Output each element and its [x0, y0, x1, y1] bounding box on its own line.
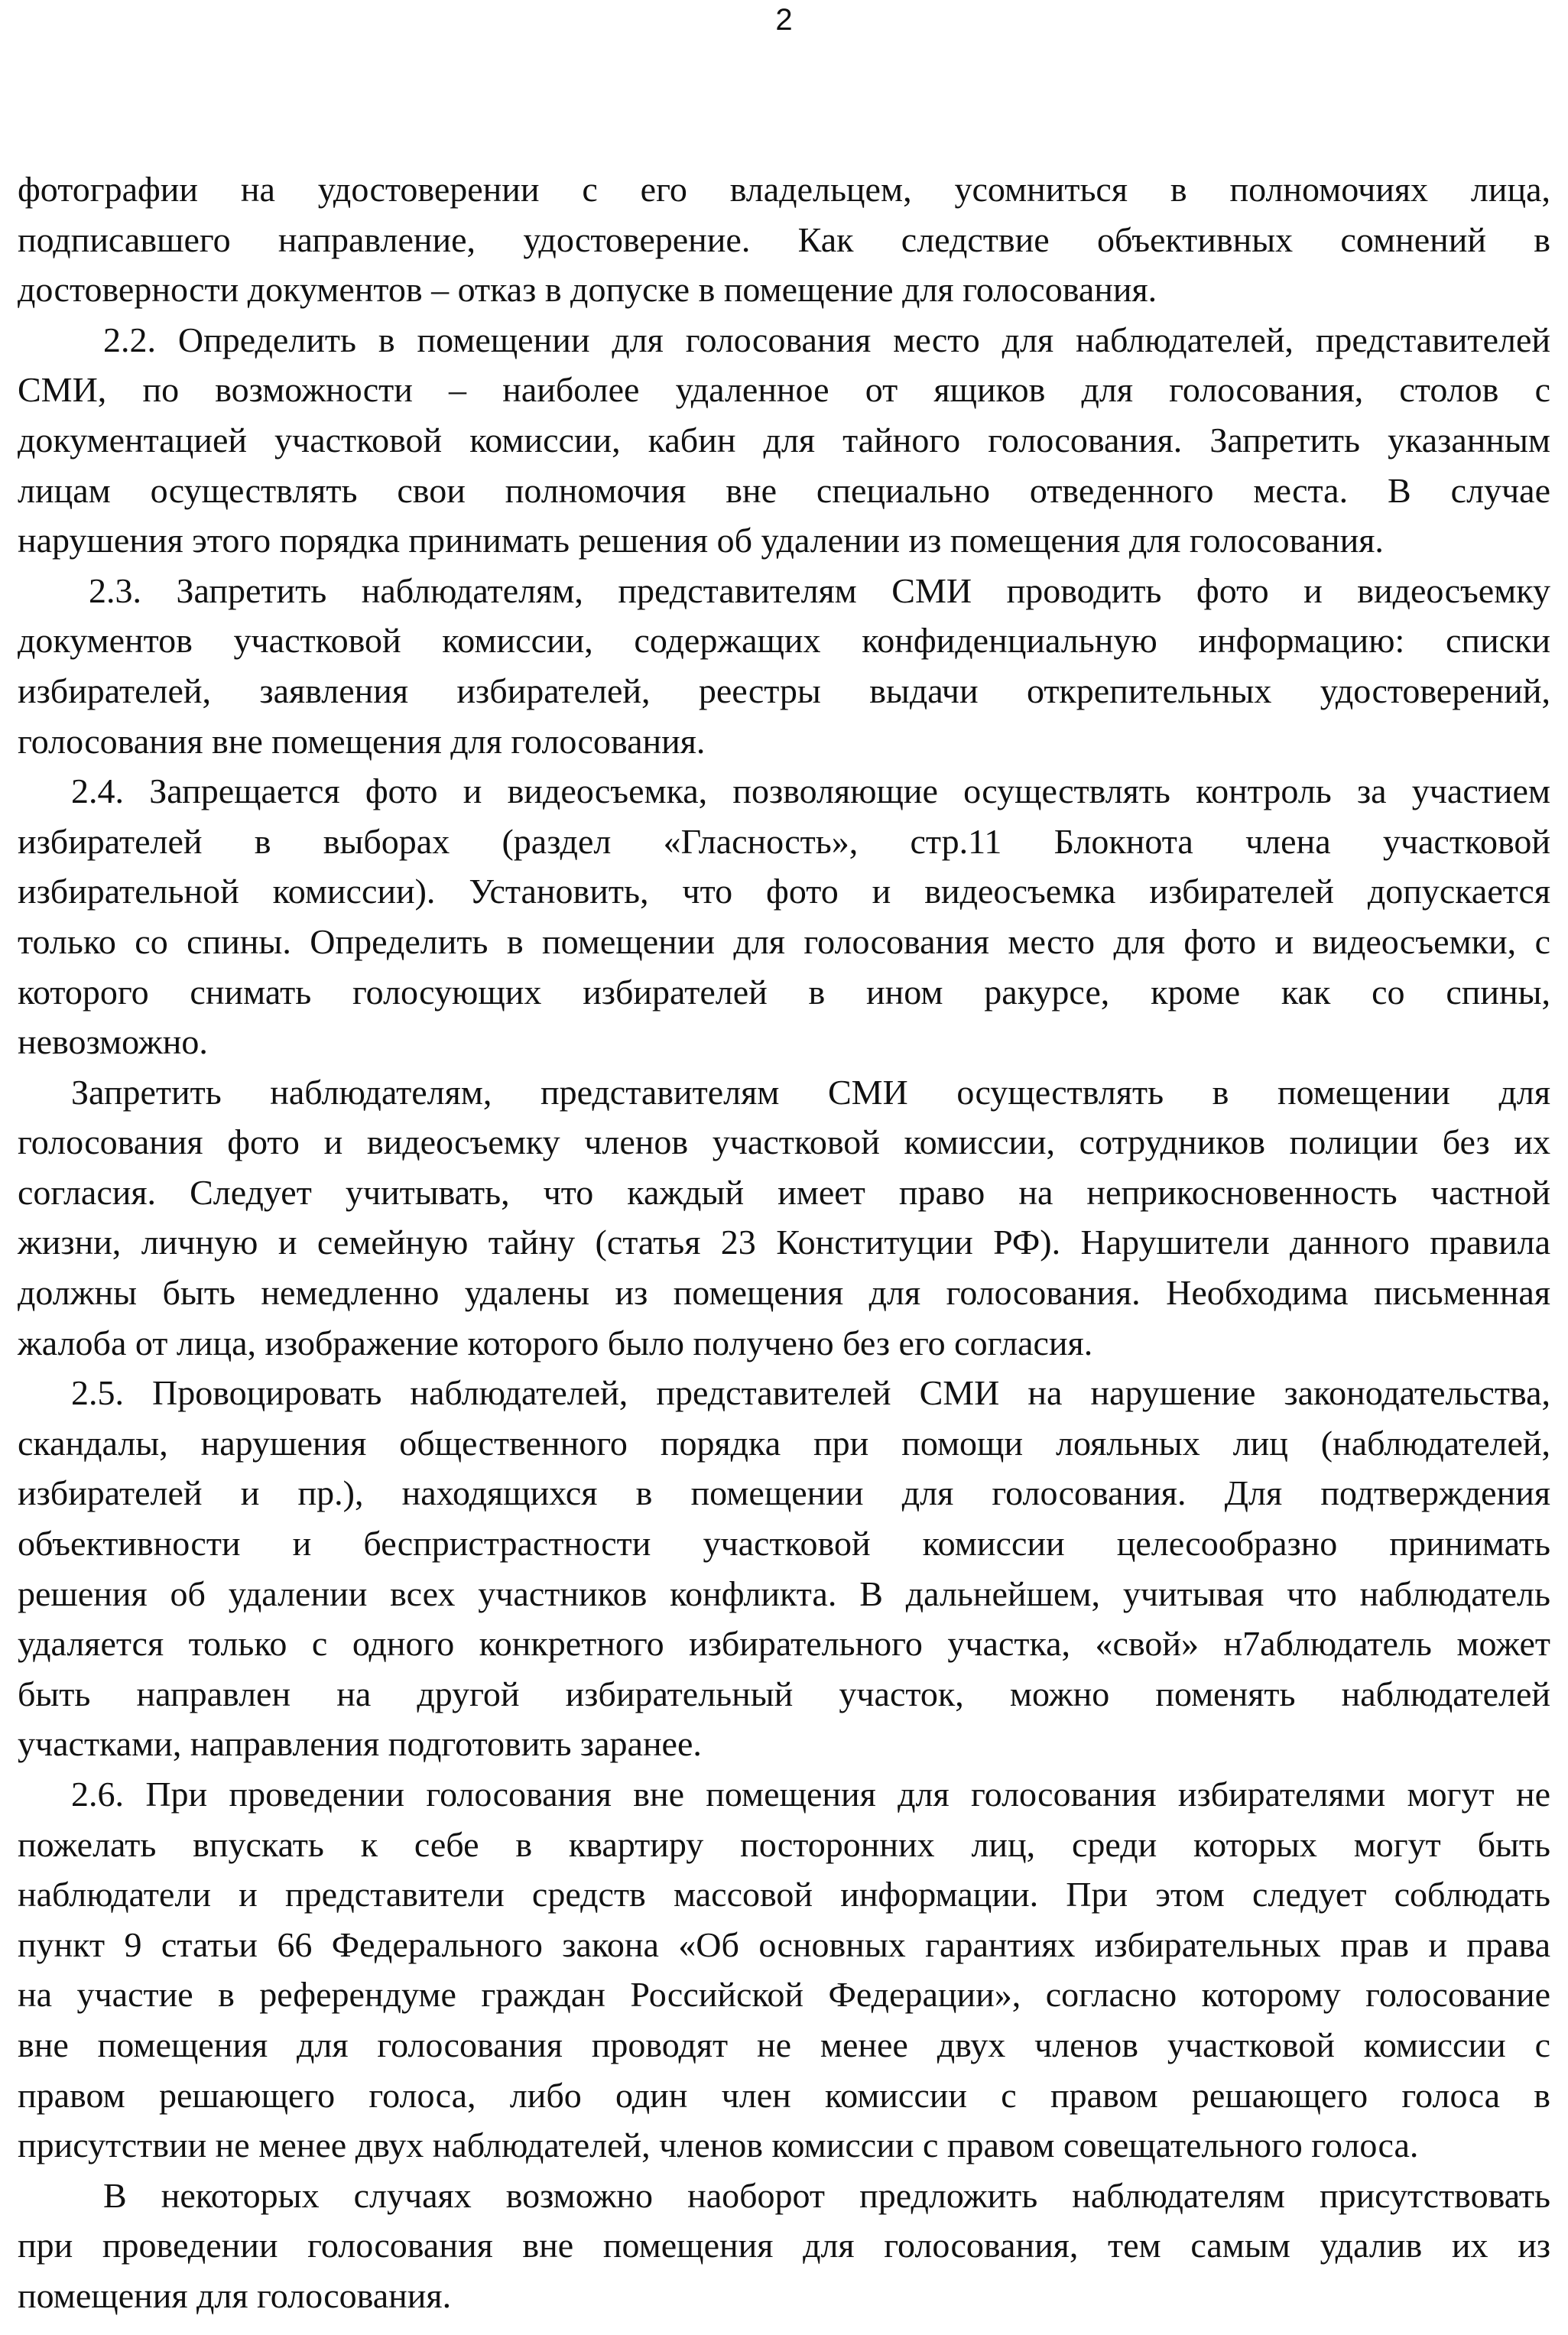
paragraph — [18, 1368, 1550, 1769]
text-line: документов участковой комиссии, содержащих конфиденциальную информацию: списки — [18, 621, 1550, 661]
text-line: только со спины. Определить в помещении для голосования место для фото и видеосъемки, с — [18, 921, 1550, 961]
text-line: избирателей, заявления избирателей, реестры выдачи открепительных удостоверений, — [18, 671, 1550, 710]
text-line: документацией участковой комиссии, кабин для тайного голосования. Запретить указанным — [18, 420, 1550, 460]
text-line: СМИ, по возможности – наиболее удаленное от ящиков для голосования, столов с — [18, 370, 1550, 410]
text-line: голосования фото и видеосъемку членов участковой комиссии, сотрудников полиции без их — [18, 1122, 1550, 1162]
text-line: 2.6. При проведении голосования вне помещения для голосования избирателями могут не — [71, 1775, 1550, 1814]
text-line: жалоба от лица, изображение которого было получено без его согласия. — [18, 1323, 1093, 1362]
text-line: жизни, личную и семейную тайну (статья 23 Конституции РФ). Нарушители данного правила — [18, 1223, 1550, 1262]
text-line: пункт 9 статьи 66 Федерального закона «Об основных гарантиях избирательных прав и права — [18, 1924, 1550, 1964]
page-number: 2 — [775, 3, 793, 37]
text-line: невозможно. — [18, 1022, 208, 1062]
text-line: достоверности документов – отказ в допуске в помещение для голосования. — [18, 270, 1157, 310]
text-line: избирателей в выборах (раздел «Гласность», стр.11 Блокнота члена участковой — [18, 821, 1550, 861]
text-line: избирательной комиссии). Установить, что фото и видеосъемка избирателей допускается — [18, 872, 1550, 911]
paragraph — [18, 766, 1550, 1067]
text-line: участками, направления подготовить заранее. — [18, 1724, 702, 1764]
text-line: скандалы, нарушения общественного порядка при помощи лояльных лиц (наблюдателей, — [18, 1423, 1550, 1463]
text-line: фотографии на удостоверении с его владельцем, усомниться в полномочиях лица, — [18, 170, 1550, 209]
text-line: В некоторых случаях возможно наоборот предложить наблюдателям присутствовать — [103, 2175, 1550, 2215]
text-line: помещения для голосования. — [18, 2275, 452, 2315]
paragraph — [18, 1067, 1550, 1369]
text-line: Запретить наблюдателям, представителям СМИ осуществлять в помещении для — [71, 1072, 1550, 1112]
paragraph — [18, 566, 1550, 766]
paragraph — [18, 2171, 1550, 2321]
text-line: нарушения этого порядка принимать решения об удалении из помещения для голосования. — [18, 521, 1384, 560]
text-line: 2.2. Определить в помещении для голосования место для наблюдателей, представителей — [103, 320, 1550, 359]
text-line: голосования вне помещения для голосования. — [18, 721, 706, 761]
text-line: решения об удалении всех участников конфликта. В дальнейшем, учитывая что наблюдатель — [18, 1573, 1550, 1613]
text-line: согласия. Следует учитывать, что каждый имеет право на неприкосновенность частной — [18, 1172, 1550, 1212]
text-line: подписавшего направление, удостоверение. Как следствие объективных сомнений в — [18, 219, 1550, 259]
text-line: вне помещения для голосования проводят не менее двух членов участковой комиссии с — [18, 2025, 1550, 2064]
text-line: на участие в референдуме граждан Российской Федерации», согласно которому голосование — [18, 1975, 1550, 2015]
text-line: пожелать впускать к себе в квартиру посторонних лиц, среди которых могут быть — [18, 1824, 1550, 1864]
text-line: наблюдатели и представители средств массовой информации. При этом следует соблюдать — [18, 1875, 1550, 1914]
document-body — [18, 164, 1550, 2321]
text-line: 2.4. Запрещается фото и видеосъемка, позволяющие осуществлять контроль за участием — [71, 771, 1550, 811]
paragraph — [18, 164, 1550, 315]
paragraph — [18, 315, 1550, 566]
text-line: быть направлен на другой избирательный участок, можно поменять наблюдателей — [18, 1674, 1550, 1713]
text-line: 2.5. Провоцировать наблюдателей, представителей СМИ на нарушение законодательства, — [71, 1373, 1550, 1413]
paragraph — [18, 1769, 1550, 2171]
text-line: объективности и беспристрастности участковой комиссии целесообразно принимать — [18, 1524, 1550, 1564]
text-line: присутствии не менее двух наблюдателей, членов комиссии с правом совещательного голоса. — [18, 2126, 1419, 2165]
text-line: правом решающего голоса, либо один член комиссии с правом решающего голоса в — [18, 2075, 1550, 2115]
text-line: при проведении голосования вне помещения для голосования, тем самым удалив их из — [18, 2226, 1550, 2265]
text-line: избирателей и пр.), находящихся в помещении для голосования. Для подтверждения — [18, 1473, 1550, 1513]
text-line: которого снимать голосующих избирателей в ином ракурсе, кроме как со спины, — [18, 972, 1550, 1012]
text-line: удаляется только с одного конкретного избирательного участка, «свой» н7аблюдатель может — [18, 1624, 1550, 1664]
text-line: лицам осуществлять свои полномочия вне специально отведенного места. В случае — [18, 470, 1550, 510]
text-line: должны быть немедленно удалены из помещения для голосования. Необходима письменная — [18, 1273, 1550, 1313]
text-line: 2.3. Запретить наблюдателям, представителям СМИ проводить фото и видеосъемку — [89, 570, 1550, 610]
